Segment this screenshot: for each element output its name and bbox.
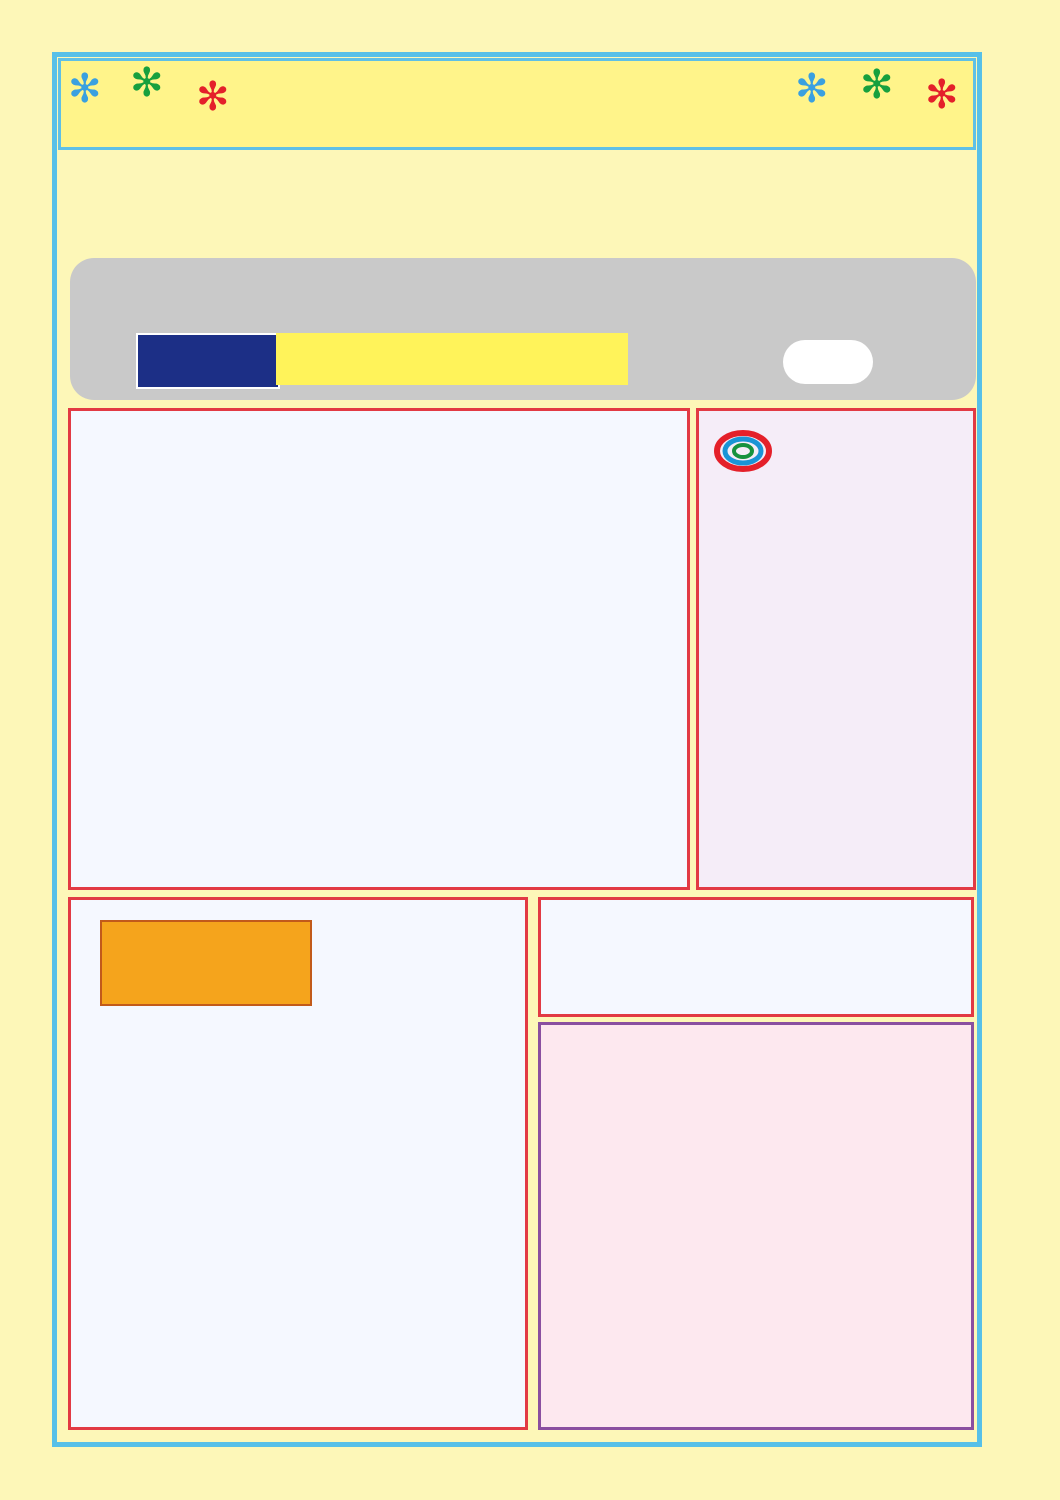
inner-poem-box	[68, 408, 690, 890]
atv-logo-icon	[712, 428, 774, 474]
asterisk-icon: ✻	[860, 62, 894, 108]
asterisk-icon: ✻	[130, 60, 164, 106]
asterisk-icon: ✻	[196, 74, 230, 120]
asterisk-icon: ✻	[795, 66, 829, 112]
poem-label	[136, 333, 280, 389]
prize-banner	[538, 897, 974, 1017]
humor-badge	[100, 920, 312, 1006]
password-value	[783, 340, 873, 384]
asterisk-icon: ✻	[925, 72, 959, 118]
poem-text	[276, 333, 628, 385]
asterisk-icon: ✻	[68, 66, 102, 112]
results-box	[538, 1022, 974, 1430]
atv-box	[696, 408, 976, 890]
